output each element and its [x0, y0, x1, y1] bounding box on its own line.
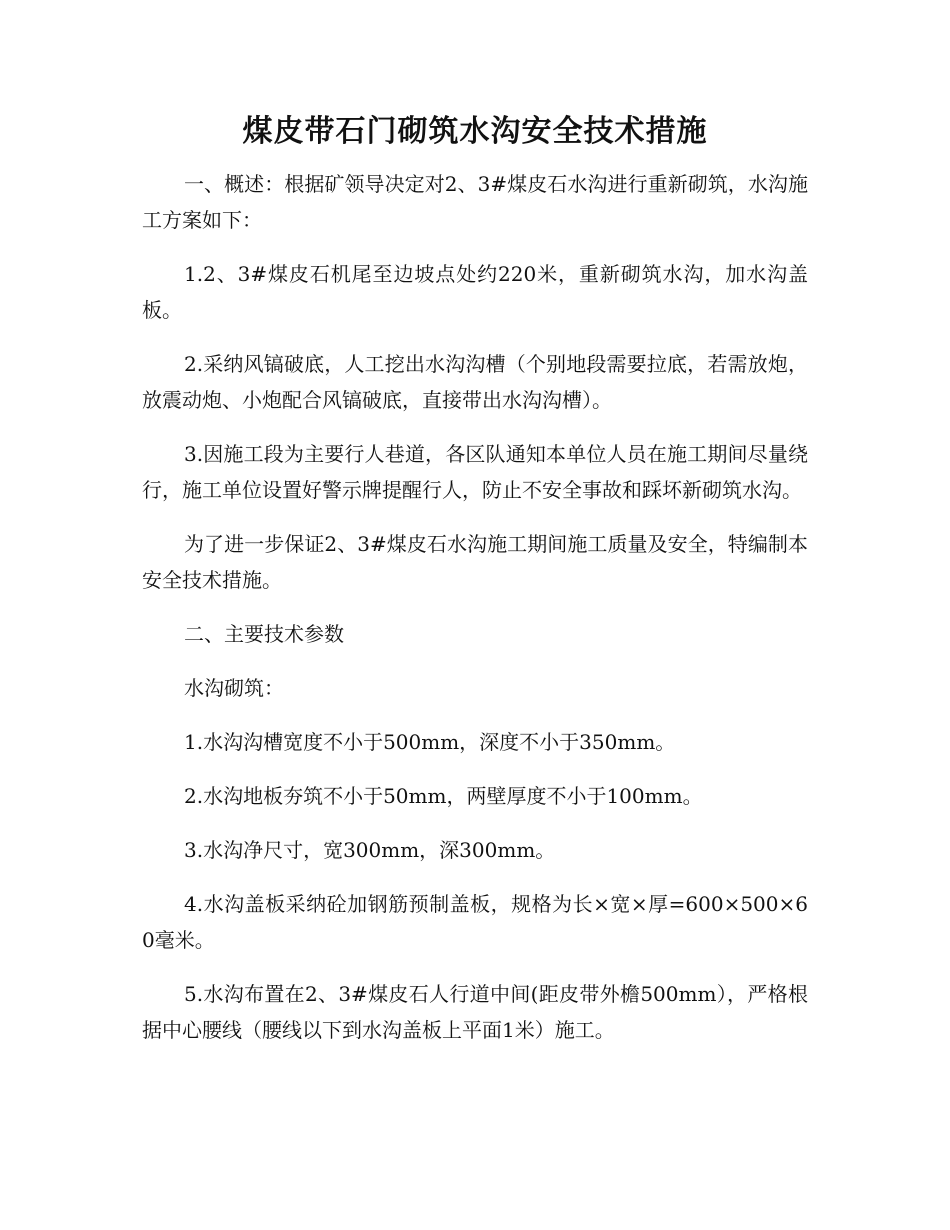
paragraph-purpose: 为了进一步保证2、3#煤皮石水沟施工期间施工质量及安全，特编制本安全技术措施。 [142, 532, 808, 592]
section-heading-parameters: 二、主要技术参数 [184, 622, 344, 646]
parameter-item-1: 1.水沟沟槽宽度不小于500mm，深度不小于350mm。 [184, 730, 676, 754]
parameter-item-3: 3.水沟净尺寸，宽300mm，深300mm。 [184, 838, 556, 862]
subheading-ditch-masonry: 水沟砌筑： [184, 676, 284, 700]
document-body [142, 166, 808, 1066]
parameter-item-4: 4.水沟盖板采纳砼加钢筋预制盖板，规格为长×宽×厚=600×500×60毫米。 [142, 892, 808, 952]
parameter-item-2: 2.水沟地板夯筑不小于50mm，两壁厚度不小于100mm。 [184, 784, 703, 808]
paragraph-overview: 一、概述：根据矿领导决定对2、3#煤皮石水沟进行重新砌筑，水沟施工方案如下： [142, 172, 808, 232]
parameter-item-5: 5.水沟布置在2、3#煤皮石人行道中间(距皮带外檐500mm），严格根据中心腰线（腰线以下到水沟盖板上平面1米）施工。 [142, 982, 808, 1042]
paragraph-item-1: 1.2、3#煤皮石机尾至边坡点处约220米，重新砌筑水沟，加水沟盖板。 [142, 262, 808, 322]
document-title: 煤皮带石门砌筑水沟安全技术措施 [242, 114, 708, 149]
paragraph-item-3: 3.因施工段为主要行人巷道，各区队通知本单位人员在施工期间尽量绕行，施工单位设置好警示牌提醒行人，防止不安全事故和踩坏新砌筑水沟。 [142, 442, 808, 502]
paragraph-item-2: 2.采纳风镐破底，人工挖出水沟沟槽（个别地段需要拉底，若需放炮，放震动炮、小炮配合风镐破底，直接带出水沟沟槽）。 [142, 352, 808, 412]
